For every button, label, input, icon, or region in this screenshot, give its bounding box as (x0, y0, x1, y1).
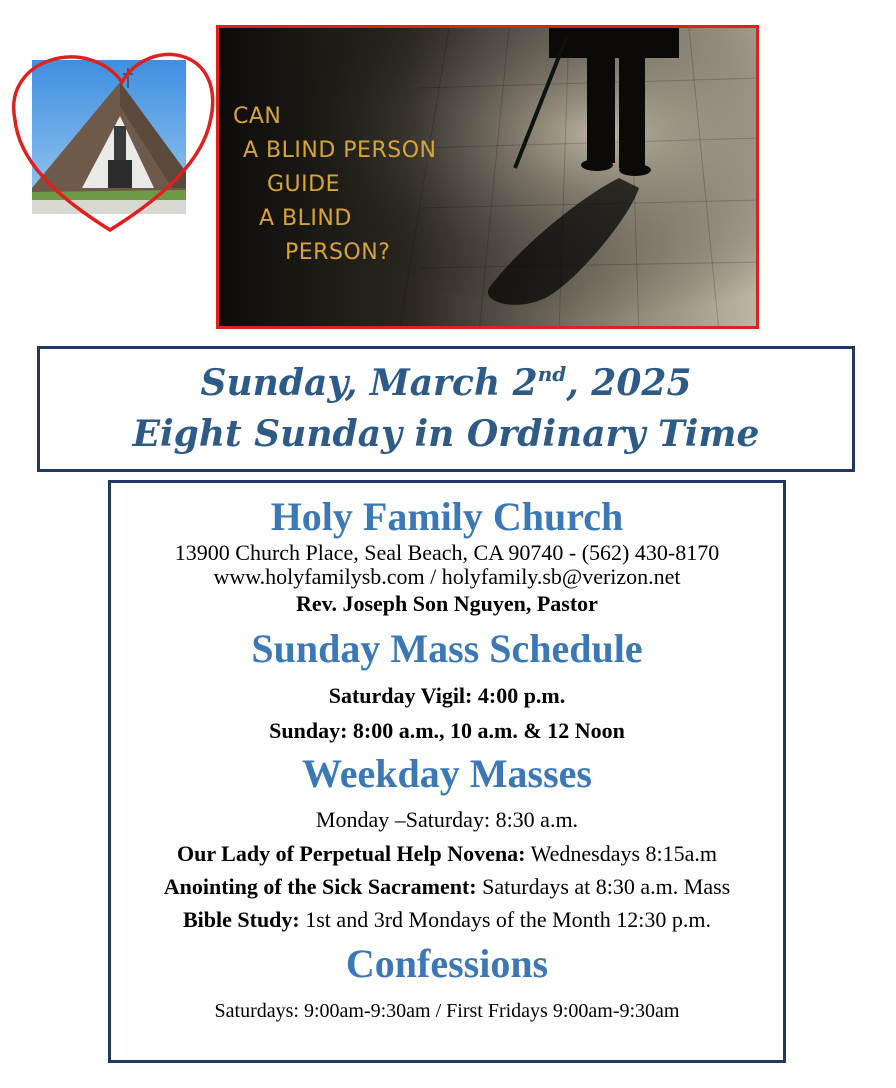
banner-question (233, 100, 436, 270)
confession-times: Saturdays: 9:00am-9:30am / First Fridays 9:00am-9:30am (214, 1000, 680, 1022)
church-photo-heart (10, 40, 220, 235)
banner-line: A BLIND PERSON (243, 138, 437, 163)
saturday-vigil-time: Saturday Vigil: 4:00 p.m. (328, 683, 566, 708)
banner-line: PERSON? (285, 240, 391, 265)
novena-label: Our Lady of Perpetual Help Novena: (176, 841, 526, 866)
liturgical-occasion: Eight Sunday in Ordinary Time (132, 413, 760, 455)
date-title-box (37, 346, 855, 472)
bible-study-label: Bible Study: (182, 907, 300, 932)
anointing-row (111, 870, 783, 903)
gospel-banner-image (216, 25, 759, 329)
novena-time: Wednesdays 8:15a.m (525, 841, 718, 866)
sunday-mass-heading: Sunday Mass Schedule (251, 626, 643, 671)
date-year: , 2025 (566, 362, 692, 404)
parish-name: Holy Family Church (270, 494, 624, 539)
novena-row (111, 837, 783, 870)
date-prefix: Sunday, March 2 (200, 362, 538, 404)
banner-line: CAN (233, 104, 282, 129)
weekday-mass-time: Monday –Saturday: 8:30 a.m. (315, 807, 579, 832)
weekday-masses-heading: Weekday Masses (302, 751, 592, 796)
anointing-label: Anointing of the Sick Sacrament: (163, 874, 477, 899)
anointing-time: Saturdays at 8:30 a.m. Mass (476, 874, 731, 899)
date-ordinal-suffix: nd (537, 362, 567, 386)
banner-line: GUIDE (267, 172, 340, 197)
confessions-heading: Confessions (345, 941, 549, 986)
parish-web-email: www.holyfamilysb.com / holyfamily.sb@verizon.net (213, 564, 681, 589)
bible-study-row (111, 903, 783, 936)
sunday-mass-times: Sunday: 8:00 a.m., 10 a.m. & 12 Noon (269, 718, 625, 743)
heart-outline-icon (10, 40, 220, 235)
parish-info-box (108, 480, 786, 1063)
date-heading (40, 359, 852, 407)
pastor-name: Rev. Joseph Son Nguyen, Pastor (296, 591, 598, 616)
banner-line: A BLIND (259, 206, 352, 231)
parish-address: 13900 Church Place, Seal Beach, CA 90740 - (562) 430-8170 (174, 540, 720, 565)
bible-study-time: 1st and 3rd Mondays of the Month 12:30 p.m. (299, 907, 712, 932)
